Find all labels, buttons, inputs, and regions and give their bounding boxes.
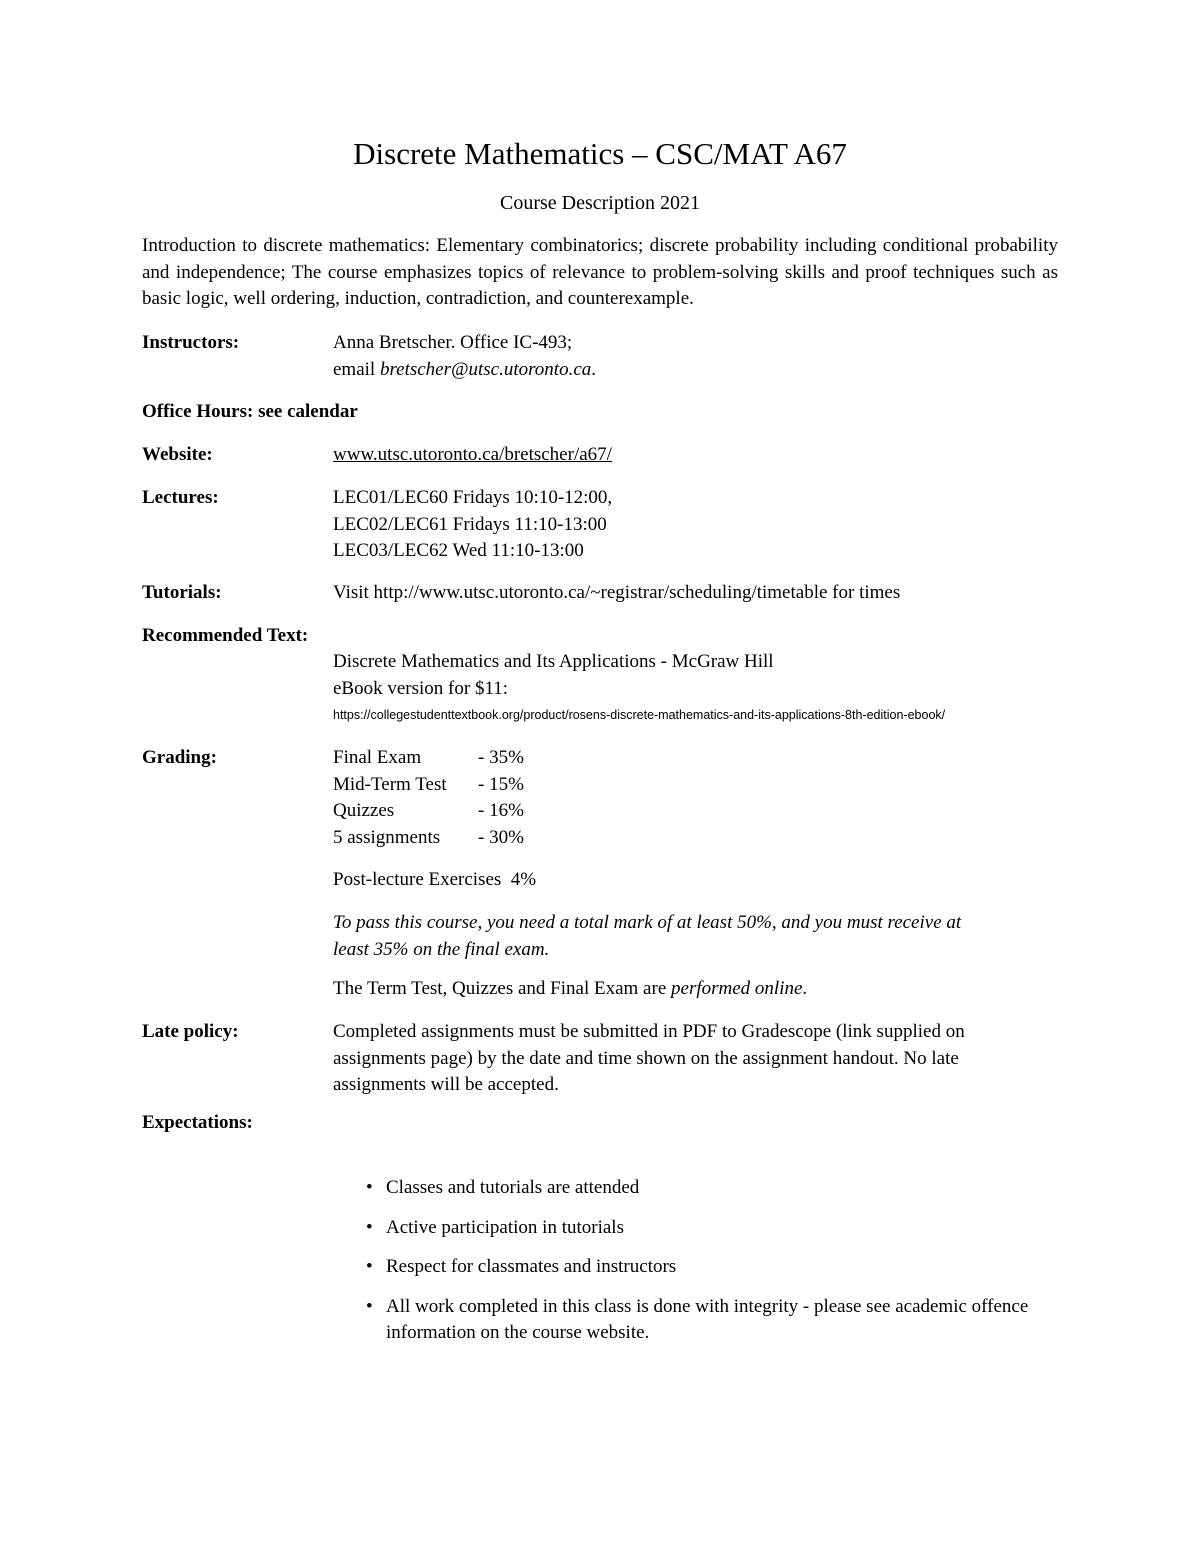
grade-weight: - 30% xyxy=(478,826,524,848)
recommended-text-value xyxy=(333,649,1060,729)
tutorials-label: Tutorials: xyxy=(142,582,222,603)
course-intro: Introduction to discrete mathematics: Elementary combinatorics; discrete probability including conditional probability and independence; The course emphasizes topics of relevance to problem-solving skills and proof techniques such as basic logic, well ordering, induction, contradiction, and counterexample. xyxy=(142,235,1058,309)
expectation-text: All work completed in this class is done with integrity - please see academic offence information on the course website. xyxy=(386,1295,1029,1343)
list-item xyxy=(364,1215,1054,1242)
late-policy-line: Completed assignments must be submitted in PDF to Gradescope (link supplied on xyxy=(333,1021,965,1042)
grade-weight: - 35% xyxy=(478,747,524,768)
online-assessment-note xyxy=(333,976,1060,1003)
website-label: Website: xyxy=(142,444,213,465)
pass-note-line: To pass this course, you need a total mark of at least 50%, and you must receive at xyxy=(333,912,962,933)
tutorials-value xyxy=(333,580,1060,607)
grading-label: Grading: xyxy=(142,747,217,768)
textbook-title: Discrete Mathematics and Its Applications - McGraw Hill xyxy=(333,651,774,672)
instructor-email[interactable]: bretscher@utsc.utoronto.ca xyxy=(379,358,592,380)
grade-item xyxy=(333,772,524,799)
post-lecture-exercises: Post-lecture Exercises 4% xyxy=(333,869,537,890)
lectures-value xyxy=(333,485,1060,565)
expectations-list xyxy=(364,1175,1054,1360)
grading-table xyxy=(333,745,524,851)
tutorials-text: Visit http://www.utsc.utoronto.ca/~registrar/scheduling/timetable for times xyxy=(333,582,901,603)
expectation-text: Respect for classmates and instructors xyxy=(386,1256,677,1277)
online-note-emphasis: performed online xyxy=(671,978,803,999)
bullet-icon: • xyxy=(366,1256,373,1277)
website-value xyxy=(333,442,1060,469)
online-note-text: The Term Test, Quizzes and Final Exam are xyxy=(333,978,672,999)
grade-item xyxy=(333,745,524,772)
instructors-label: Instructors: xyxy=(142,332,240,353)
page-subtitle: Course Description 2021 xyxy=(500,192,700,214)
expectations-label: Expectations: xyxy=(142,1112,253,1133)
grade-item xyxy=(333,825,524,852)
grade-weight: - 16% xyxy=(478,800,524,821)
list-item xyxy=(364,1175,1054,1202)
expectation-text: Classes and tutorials are attended xyxy=(386,1177,640,1198)
bullet-icon: • xyxy=(366,1295,373,1317)
lectures-label: Lectures: xyxy=(142,487,219,508)
email-suffix: . xyxy=(591,358,597,380)
recommended-text-label: Recommended Text: xyxy=(142,625,309,646)
instructors-value xyxy=(333,330,1060,383)
email-prefix: email xyxy=(333,358,380,380)
grade-name: Quizzes xyxy=(333,800,395,821)
page-title: Discrete Mathematics – CSC/MAT A67 xyxy=(353,136,847,171)
lecture-item: LEC02/LEC61 Fridays 11:10-13:00 xyxy=(333,513,607,535)
grade-name: 5 assignments xyxy=(333,826,441,848)
expectation-text: Active participation in tutorials xyxy=(386,1216,624,1238)
bullet-icon: • xyxy=(366,1216,373,1238)
instructor-email-line xyxy=(333,357,1060,384)
online-note-suffix: . xyxy=(802,978,808,999)
grade-weight: - 15% xyxy=(478,773,524,795)
pass-requirement-note xyxy=(333,910,1060,963)
pass-note-line: least 35% on the final exam. xyxy=(333,938,550,960)
late-policy-line: assignments page) by the date and time shown on the assignment handout. No late xyxy=(333,1047,959,1069)
instructor-office: Anna Bretscher. Office IC-493; xyxy=(333,332,573,353)
website-link[interactable]: www.utsc.utoronto.ca/bretscher/a67/ xyxy=(333,444,612,465)
lecture-item: LEC03/LEC62 Wed 11:10-13:00 xyxy=(333,540,584,561)
ebook-url[interactable]: https://collegestudenttextbook.org/product/rosens-discrete-mathematics-and-its-applications-8th-edition-ebook/ xyxy=(333,708,946,722)
late-policy-label: Late policy: xyxy=(142,1021,239,1042)
bullet-icon: • xyxy=(366,1177,373,1198)
office-hours-label: Office Hours: see calendar xyxy=(142,401,358,422)
late-policy-line: assignments will be accepted. xyxy=(333,1074,559,1095)
list-item xyxy=(364,1254,1054,1281)
late-policy-value xyxy=(333,1019,1060,1099)
list-item xyxy=(364,1294,1054,1347)
grade-item xyxy=(333,798,524,825)
grade-name: Final Exam xyxy=(333,747,422,768)
ebook-price: eBook version for $11: xyxy=(333,677,509,699)
lecture-item: LEC01/LEC60 Fridays 10:10-12:00, xyxy=(333,487,613,508)
grade-name: Mid-Term Test xyxy=(333,773,447,795)
